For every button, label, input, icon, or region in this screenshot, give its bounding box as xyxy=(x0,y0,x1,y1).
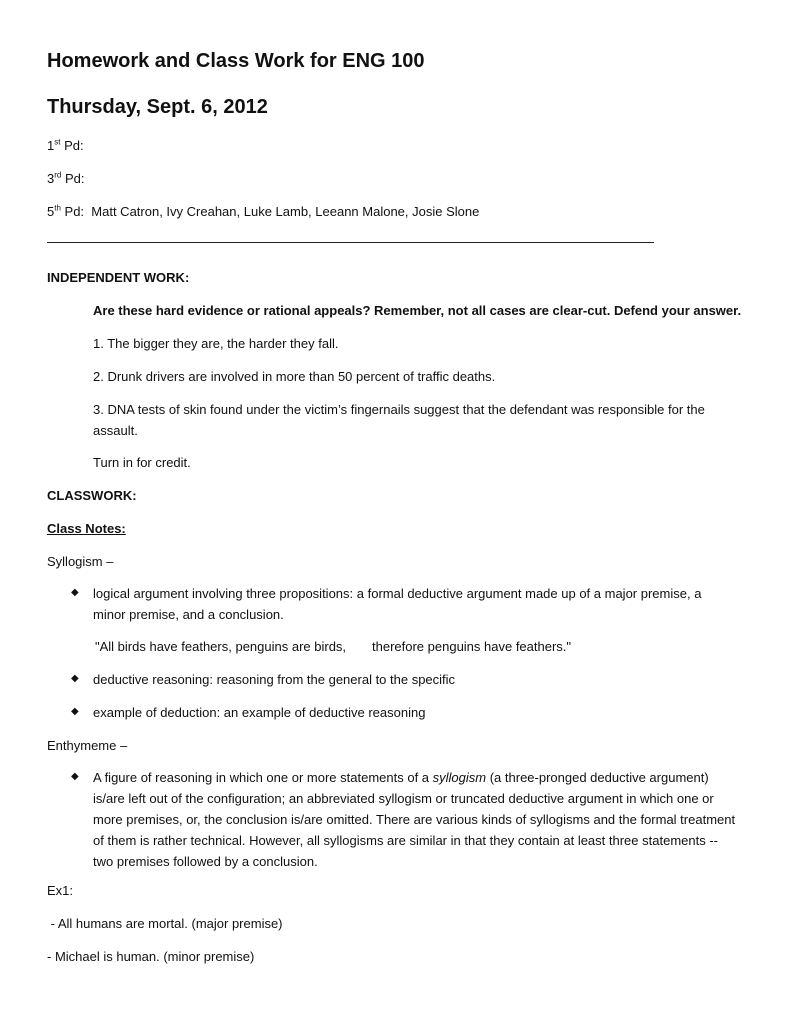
period-ordinal: rd xyxy=(54,170,62,180)
question-item-3 xyxy=(93,399,705,441)
syllogism-definition-line: minor premise, and a conclusion. xyxy=(93,607,284,622)
enthymeme-definition-line: more premises, or, the conclusion is/are omitted. There are various kinds of syllogisms and the formal treatment xyxy=(93,812,736,827)
deductive-reasoning-note: deductive reasoning: reasoning from the general to the specific xyxy=(93,672,456,687)
period-1-line xyxy=(47,138,84,154)
period-number: 3 xyxy=(47,171,55,186)
class-notes-heading: Class Notes: xyxy=(47,521,126,536)
period-number: 1 xyxy=(47,138,55,153)
page-title: Homework and Class Work for ENG 100 xyxy=(47,50,425,72)
period-5-names: Matt Catron, Ivy Creahan, Luke Lamb, Leeann Malone, Josie Slone xyxy=(91,204,480,219)
diamond-bullet-icon: ◆ xyxy=(71,673,79,684)
horizontal-divider xyxy=(47,242,654,243)
question-item-1: 1. The bigger they are, the harder they fall. xyxy=(93,336,339,351)
period-3-line xyxy=(47,171,85,187)
enthymeme-definition xyxy=(93,767,735,872)
example-minor-premise: - Michael is human. (minor premise) xyxy=(47,949,255,964)
enthymeme-definition-line: two premises followed by a conclusion. xyxy=(93,854,318,869)
period-label: Pd: xyxy=(64,171,85,186)
diamond-bullet-icon: ◆ xyxy=(71,587,79,598)
period-ordinal: th xyxy=(54,203,61,213)
enthymeme-definition-line: is/are left out of the configuration; an abbreviated syllogism or truncated deductive argument in which one or xyxy=(93,791,714,806)
date-heading: Thursday, Sept. 6, 2012 xyxy=(47,96,268,118)
diamond-bullet-icon: ◆ xyxy=(71,706,79,717)
enthymeme-definition-line: of them is rather technical. However, all syllogisms are similar in that they contain at least three statements -- xyxy=(93,833,718,848)
syllogism-definition-line: logical argument involving three propositions: a formal deductive argument made up of a major premise, a xyxy=(93,586,702,601)
period-ordinal: st xyxy=(54,137,61,147)
example-major-premise: - All humans are mortal. (major premise) xyxy=(47,916,283,931)
independent-work-prompt: Are these hard evidence or rational appeals? Remember, not all cases are clear-cut. Defend your answer. xyxy=(93,303,742,318)
syllogism-term: Syllogism – xyxy=(47,554,114,569)
period-label: Pd: xyxy=(64,138,84,153)
question-item-2: 2. Drunk drivers are involved in more than 50 percent of traffic deaths. xyxy=(93,369,496,384)
question-item-3-line: 3. DNA tests of skin found under the victim’s fingernails suggest that the defendant was responsible for the xyxy=(93,402,705,417)
period-number: 5 xyxy=(47,204,55,219)
text-run: A figure of reasoning in which one or more statements of a xyxy=(93,770,433,785)
classwork-heading: CLASSWORK: xyxy=(47,488,137,503)
text-run: (a three-pronged deductive argument) xyxy=(486,770,709,785)
period-5-line xyxy=(47,204,479,220)
turn-in-note: Turn in for credit. xyxy=(93,455,191,470)
enthymeme-term: Enthymeme – xyxy=(47,738,128,753)
diamond-bullet-icon: ◆ xyxy=(71,771,79,782)
question-item-3-line: assault. xyxy=(93,423,138,438)
independent-work-heading: INDEPENDENT WORK: xyxy=(47,270,190,285)
deduction-example-note: example of deduction: an example of deductive reasoning xyxy=(93,705,426,720)
syllogism-example-part-1: "All birds have feathers, penguins are birds, xyxy=(95,639,347,654)
example-label: Ex1: xyxy=(47,883,74,898)
syllogism-example-part-2: therefore penguins have feathers." xyxy=(372,639,572,654)
enthymeme-definition-line xyxy=(93,767,735,788)
period-label: Pd: xyxy=(64,204,85,219)
syllogism-definition xyxy=(93,583,701,625)
syllogism-emphasis: syllogism xyxy=(432,770,487,785)
